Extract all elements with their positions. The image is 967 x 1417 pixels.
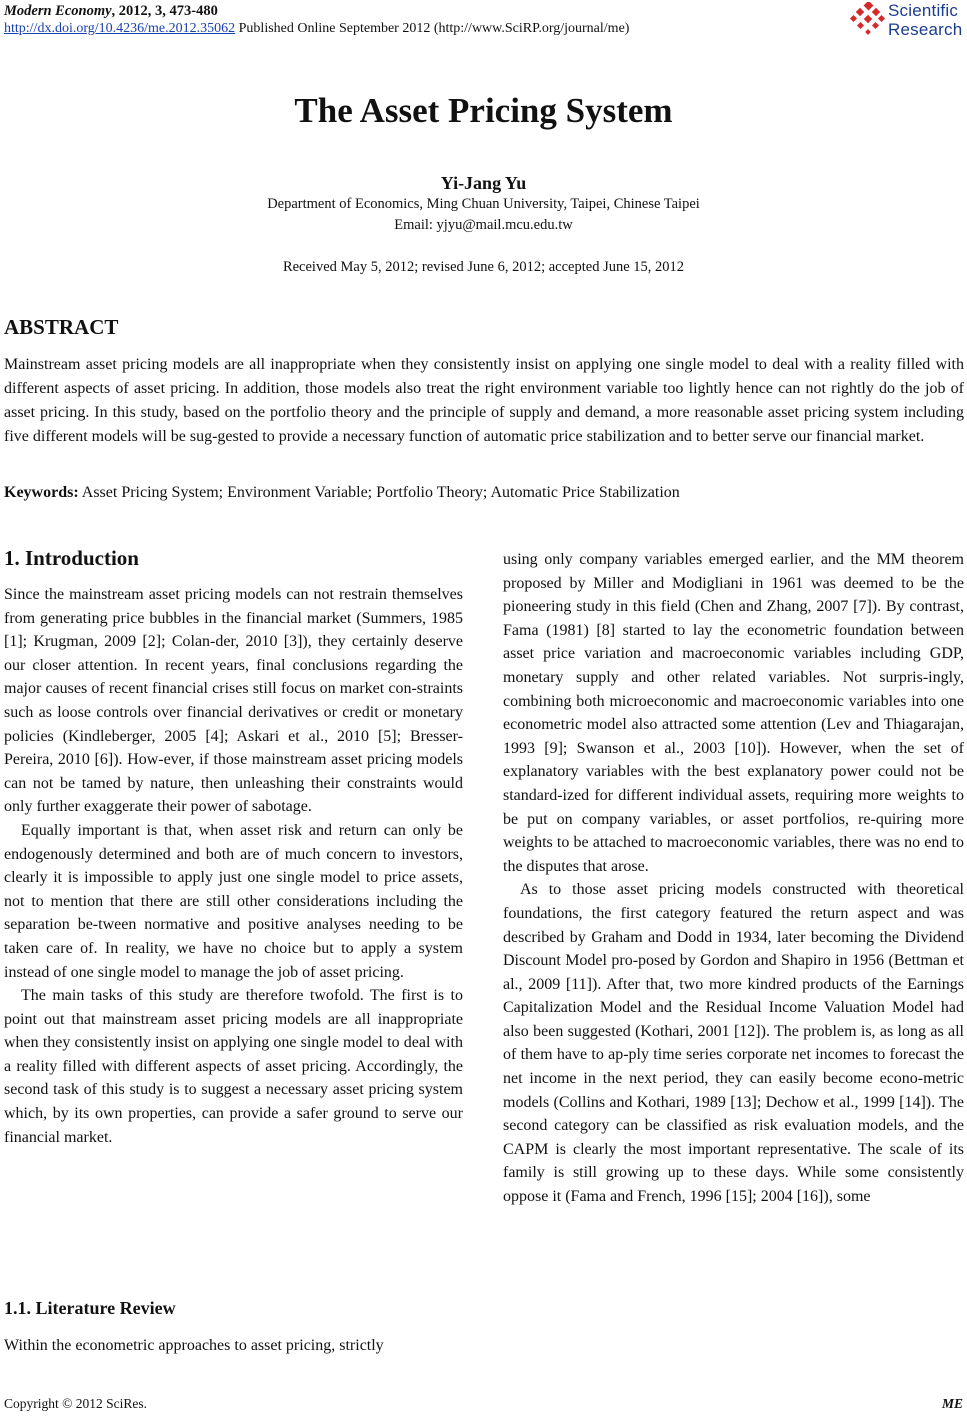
left-column bbox=[4, 583, 463, 1149]
abstract-heading: ABSTRACT bbox=[4, 315, 119, 339]
keywords-label: Keywords: bbox=[4, 484, 79, 501]
publisher-logo bbox=[848, 0, 966, 44]
received-dates: Received May 5, 2012; revised June 6, 2012; accepted June 15, 2012 bbox=[282, 259, 685, 275]
paragraph: As to those asset pricing models constructed with theoretical foundations, the first category featured the return aspect and was described by Graham and Dodd in 1934, later becoming the Dividend Discount Model pro-posed by Gordon and Shapiro in 1956 (Bettman et al., 2009 [11]). After that, two more kindred products of the Earnings Capitalization Model and the Residual Income Valuation Model had also been suggested (Kothari, 2001 [12]). The problem is, as long as all of them have to ap-ply time series corporate net incomes to forecast the net income in the next period, they can easily become econo-metric models (Collins and Kothari, 1989 [13]; Dechow et al., 1999 [14]). The second category can be classified as risk evaluation models, and the CAPM is clearly the most important representative. The scale of its family is still growing up to these days. While some consistently oppose it (Fama and French, 1996 [15]; 2004 [16]), some bbox=[503, 881, 964, 1206]
journal-abbreviation: ME bbox=[941, 1396, 963, 1411]
journal-citation bbox=[4, 3, 218, 20]
logo-line-1: Scientific bbox=[888, 1, 959, 20]
paragraph: using only company variables emerged earlier, and the MM theorem proposed by Miller and Modigliani in 1961 was deemed to be the pioneering study in this field (Chen and Zhang, 2007 [7]). By contrast, Fama (1981) [8] started to lay the econometric foundation between asset price variation and macroeconomic variables including GDP, monetary supply and other related variables. Not surpris-ingly, combining both microeconomic and macroeconomic variables into one econometric model also attracted some attention (Lev and Thiagarajan, 1993 [9]; Swanson et al., 2003 [10]). However, when the set of explanatory variables with the best explanatory power could not be standard-ized for different individual assets, requiring more weights to be put on company variables, or asset portfolios, re-quiring more weights to be attached to macroeconomic variables, there was no end to the disputes that arose. bbox=[503, 551, 964, 875]
doi-link[interactable]: http://dx.doi.org/10.4236/me.2012.35062 bbox=[4, 21, 236, 36]
paragraph: Equally important is that, when asset risk and return can only be endogenously determined and both are of much concern to investors, clearly it is impossible to apply just one single model to price assets, not to mention that there are still other considerations including the separation be-tween normative and positive analyses needing to be taken care of. In reality, we have no choice but to apply a system instead of one single model to manage the job of asset pricing. bbox=[4, 821, 463, 981]
paper-title: The Asset Pricing System bbox=[294, 91, 673, 130]
journal-name: Modern Economy bbox=[4, 3, 112, 19]
paragraph: Within the econometric approaches to asset pricing, strictly bbox=[4, 1337, 384, 1354]
journal-volume: , 2012, 3, 473-480 bbox=[111, 3, 218, 19]
paragraph: The main tasks of this study are therefore twofold. The first is to point out that mainstream asset pricing models are all inappropriate when they consistently insist on applying one single model to deal with a reality filled with different aspects of asset pricing. Accordingly, the second task of this study is to suggest a necessary asset pricing system which, by its own properties, can provide a safer ground to serve our financial market. bbox=[4, 987, 463, 1146]
paragraph: Since the mainstream asset pricing models can not restrain themselves from generating price bubbles in the financial market (Summers, 1985 [1]; Krugman, 2009 [2]; Colan-der, 2010 [3]), they certainly deserve our closer attention. In recent years, final conclusions regarding the major causes of recent financial crises still focus on market con-straints such as loose controls over financial derivatives or credit or monetary policies (Kindleberger, 2005 [4]; Askari et al., 2010 [5]; Bresser-Pereira, 2010 [6]). How-ever, if those mainstream asset pricing models can not be tamed by nature, then unleashing their constraints would only further exaggerate their power of sabotage. bbox=[4, 586, 463, 816]
copyright-notice: Copyright © 2012 SciRes. bbox=[4, 1396, 148, 1411]
section-heading-introduction: 1. Introduction bbox=[4, 546, 139, 570]
abstract-text: Mainstream asset pricing models are all inappropriate when they consistently insist on applying one single model to deal with a reality filled with different aspects of asset pricing. In addition, those models also treat the right environment variable too lightly hence can not rightly do the job of asset pricing. In this study, based on the portfolio theory and the principle of supply and demand, a more reasonable asset pricing system including five different models will be sug-gested to provide a necessary function of automatic price stabilization and to better serve our financial market. bbox=[4, 356, 964, 445]
left-column-continued bbox=[4, 1334, 463, 1358]
subsection-heading-literature-review: 1.1. Literature Review bbox=[4, 1298, 176, 1318]
right-column bbox=[503, 548, 964, 1209]
scirp-logo-icon bbox=[848, 2, 886, 40]
logo-line-2: Research bbox=[888, 20, 963, 39]
logo-wordmark bbox=[888, 1, 962, 39]
publication-line bbox=[4, 21, 629, 37]
keywords-list: Asset Pricing System; Environment Variable; Portfolio Theory; Automatic Price Stabilization bbox=[78, 484, 680, 501]
keywords bbox=[4, 484, 964, 502]
author-affiliation: Department of Economics, Ming Chuan University, Taipei, Chinese Taipei bbox=[267, 196, 700, 212]
author-email: Email: yjyu@mail.mcu.edu.tw bbox=[394, 217, 573, 233]
published-online: Published Online September 2012 (http://www.SciRP.org/journal/me) bbox=[235, 21, 630, 36]
author-name: Yi-Jang Yu bbox=[440, 173, 527, 193]
